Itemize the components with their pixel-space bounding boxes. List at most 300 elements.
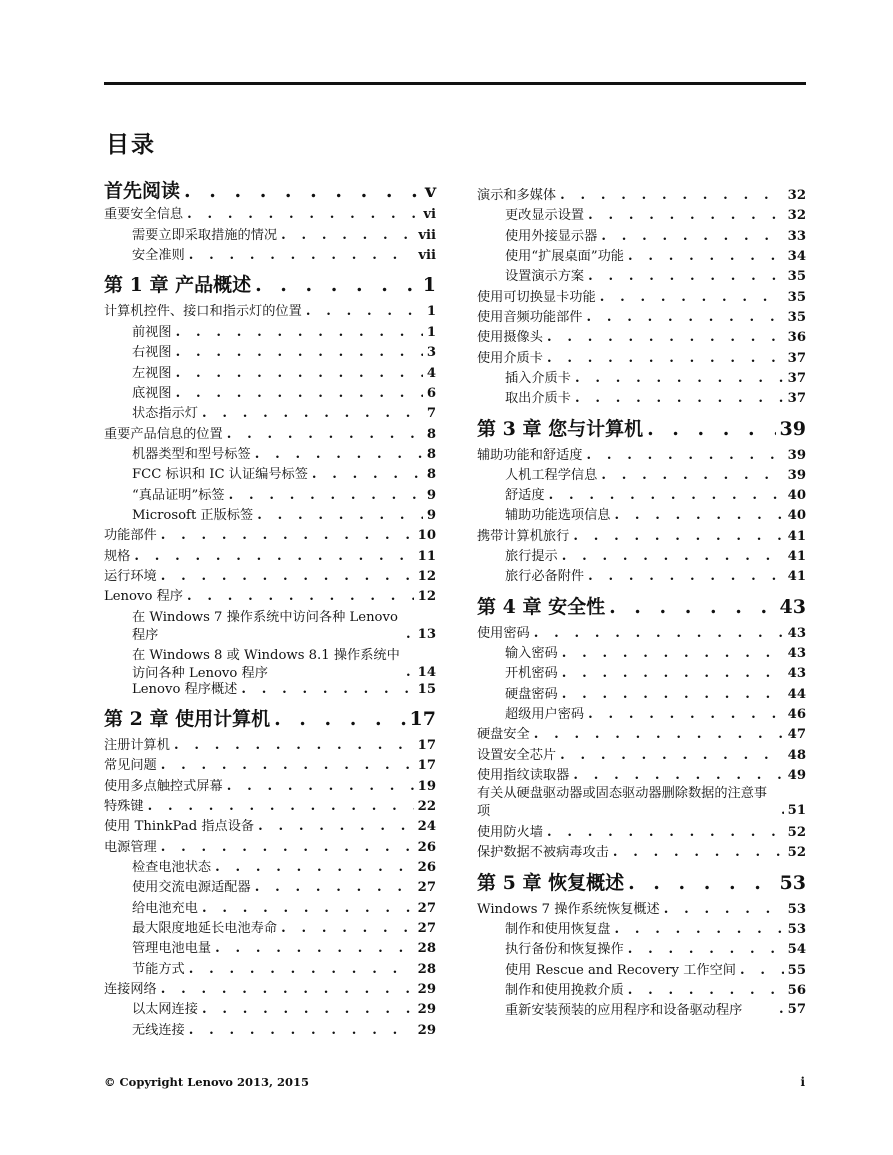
dot-leader <box>306 302 423 322</box>
toc-entry-title: 使用介质卡 <box>477 351 543 366</box>
toc-chapter-entry[interactable] <box>104 272 436 298</box>
page-title: 目录 <box>106 131 156 158</box>
dot-leader <box>573 527 783 547</box>
toc-entry-title: 底视图 <box>132 386 172 401</box>
toc-entry-page: 53 <box>779 872 806 894</box>
dot-leader <box>229 486 423 506</box>
toc-entry-page: 53 <box>787 902 806 917</box>
toc-entry-page: 40 <box>787 488 806 503</box>
toc-entry-title: 使用 Rescue and Recovery 工作空间 <box>505 963 736 978</box>
dot-leader <box>215 858 414 878</box>
toc-entry-title: Windows 7 操作系统恢复概述 <box>477 902 660 917</box>
dot-leader <box>562 547 784 567</box>
toc-entry[interactable] <box>477 328 806 348</box>
toc-entry[interactable] <box>477 685 806 705</box>
dot-leader <box>189 1021 414 1041</box>
dot-leader <box>779 1000 784 1020</box>
dot-leader <box>281 919 414 939</box>
toc-entry[interactable] <box>477 920 806 940</box>
toc-entry-title: 设置演示方案 <box>505 269 585 284</box>
toc-entry-page: 33 <box>787 229 806 244</box>
toc-entry-title: 使用“扩展桌面”功能 <box>505 249 624 264</box>
toc-entry-title: 演示和多媒体 <box>477 188 557 203</box>
dot-leader <box>534 624 784 644</box>
toc-entry-title: 超级用户密码 <box>505 707 585 722</box>
toc-entry-title: 检查电池状态 <box>132 860 212 875</box>
toc-entry[interactable] <box>104 858 436 878</box>
toc-entry-title: 第 3 章 您与计算机 <box>477 418 644 440</box>
toc-entry-page: 35 <box>787 269 806 284</box>
toc-entry-title: 第 2 章 使用计算机 <box>104 708 271 730</box>
toc-entry-title: 使用 ThinkPad 指点设备 <box>104 819 255 834</box>
toc-entry-title: 制作和使用恢复盘 <box>505 922 611 937</box>
dot-leader <box>187 587 414 607</box>
dot-leader <box>187 205 419 225</box>
toc-entry[interactable] <box>104 899 436 919</box>
toc-entry-title: 使用外接显示器 <box>505 229 598 244</box>
toc-entry-page: 19 <box>417 779 436 794</box>
toc-entry[interactable] <box>104 302 436 322</box>
toc-entry-page: 12 <box>417 569 436 584</box>
dot-leader <box>628 247 784 267</box>
toc-entry-title: 硬盘密码 <box>505 687 558 702</box>
toc-chapter-entry[interactable] <box>477 870 806 896</box>
toc-entry-page: 56 <box>787 983 806 998</box>
toc-entry[interactable] <box>477 446 806 466</box>
toc-entry-title: “真品证明”标签 <box>132 488 225 503</box>
toc-entry-page: 35 <box>787 310 806 325</box>
toc-entry-title: Lenovo 程序 <box>104 589 183 604</box>
toc-entry[interactable] <box>477 1000 806 1020</box>
toc-entry-page: 1 <box>426 304 436 319</box>
toc-entry-page: 14 <box>417 665 436 680</box>
toc-entry-title: 携带计算机旅行 <box>477 529 570 544</box>
toc-entry-page: 37 <box>787 371 806 386</box>
dot-leader <box>148 797 414 817</box>
dot-leader <box>274 706 405 732</box>
dot-leader <box>628 940 784 960</box>
dot-leader <box>161 838 414 858</box>
toc-entry-title: 使用摄像头 <box>477 330 543 345</box>
toc-entry-title: 需要立即采取措施的情况 <box>132 228 278 243</box>
dot-leader <box>241 680 413 700</box>
dot-leader <box>628 981 784 1001</box>
dot-leader <box>647 416 775 442</box>
dot-leader <box>562 664 784 684</box>
toc-entry[interactable] <box>477 527 806 547</box>
toc-entry-title: 制作和使用挽救介质 <box>505 983 624 998</box>
toc-entry[interactable] <box>104 647 436 683</box>
dot-leader <box>312 465 423 485</box>
toc-entry-page: 32 <box>787 188 806 203</box>
toc-entry[interactable] <box>104 343 436 363</box>
dot-leader <box>601 466 783 486</box>
toc-entry-page: 17 <box>417 758 436 773</box>
toc-entry[interactable] <box>477 823 806 843</box>
toc-entry[interactable] <box>477 567 806 587</box>
dot-leader <box>134 547 413 567</box>
toc-entry[interactable] <box>104 878 436 898</box>
toc-entry-page: 47 <box>787 727 806 742</box>
toc-entry-page: 35 <box>787 290 806 305</box>
dot-leader <box>781 801 784 821</box>
toc-entry-page: 9 <box>426 508 436 523</box>
toc-entry[interactable] <box>477 725 806 745</box>
toc-entry-title: 常见问题 <box>104 758 157 773</box>
dot-leader <box>202 899 414 919</box>
dot-leader <box>258 817 414 837</box>
toc-entry-page: 43 <box>779 596 806 618</box>
dot-leader <box>202 404 423 424</box>
toc-entry-title: 节能方式 <box>132 962 185 977</box>
toc-entry[interactable] <box>477 288 806 308</box>
toc-entry[interactable] <box>104 756 436 776</box>
toc-entry-page: 29 <box>417 1023 436 1038</box>
dot-leader <box>588 267 784 287</box>
toc-entry-page: 26 <box>417 840 436 855</box>
toc-entry-title: 使用指纹读取器 <box>477 768 570 783</box>
toc-entry[interactable] <box>104 526 436 546</box>
toc-entry-page: 8 <box>426 467 436 482</box>
toc-entry[interactable] <box>104 246 436 266</box>
toc-entry-page: 29 <box>417 982 436 997</box>
dot-leader <box>740 961 784 981</box>
dot-leader <box>547 349 784 369</box>
dot-leader <box>255 272 419 298</box>
dot-leader <box>255 878 414 898</box>
dot-leader <box>587 308 784 328</box>
toc-entry[interactable] <box>477 308 806 328</box>
toc-chapter-entry[interactable] <box>477 416 806 442</box>
toc-entry-page: 54 <box>787 942 806 957</box>
toc-entry-page: 3 <box>426 345 436 360</box>
dot-leader <box>615 920 784 940</box>
toc-entry-title: FCC 标识和 IC 认证编号标签 <box>132 467 308 482</box>
dot-leader <box>176 364 423 384</box>
toc-entry[interactable] <box>477 746 806 766</box>
toc-entry-title: 旅行提示 <box>505 549 558 564</box>
toc-entry[interactable] <box>477 227 806 247</box>
toc-entry-title: 辅助功能选项信息 <box>505 508 611 523</box>
toc-entry-title: 电源管理 <box>104 840 157 855</box>
toc-entry[interactable] <box>477 247 806 267</box>
toc-entry[interactable] <box>477 981 806 1001</box>
toc-entry[interactable] <box>104 226 436 246</box>
toc-entry-page: 8 <box>426 447 436 462</box>
toc-entry-page: 7 <box>426 406 436 421</box>
toc-entry-title: 给电池充电 <box>132 901 198 916</box>
toc-entry-page: 4 <box>426 366 436 381</box>
toc-entry[interactable] <box>104 404 436 424</box>
toc-entry[interactable] <box>477 843 806 863</box>
toc-entry-title: 无线连接 <box>132 1023 185 1038</box>
toc-entry[interactable] <box>104 567 436 587</box>
toc-chapter-entry[interactable] <box>104 178 436 204</box>
toc-entry-page: 48 <box>787 748 806 763</box>
toc-entry[interactable] <box>477 664 806 684</box>
toc-entry[interactable] <box>104 587 436 607</box>
dot-leader <box>176 323 423 343</box>
toc-entry-page: 57 <box>787 1002 806 1017</box>
toc-entry[interactable] <box>104 939 436 959</box>
toc-entry-title: 在 Windows 8 或 Windows 8.1 操作系统中访问各种 Lenovo 程序 <box>132 648 400 681</box>
toc-entry-title: 规格 <box>104 549 131 564</box>
toc-entry-page: vii <box>418 228 436 243</box>
toc-entry[interactable] <box>104 465 436 485</box>
dot-leader <box>189 960 414 980</box>
toc-entry-title: 计算机控件、接口和指示灯的位置 <box>104 304 302 319</box>
toc-entry-page: 49 <box>787 768 806 783</box>
toc-entry-page: 41 <box>787 529 806 544</box>
toc-entry[interactable] <box>477 766 806 786</box>
dot-leader <box>176 384 423 404</box>
toc-chapter-entry[interactable] <box>477 594 806 620</box>
dot-leader <box>560 746 784 766</box>
toc-entry[interactable] <box>477 705 806 725</box>
toc-entry[interactable] <box>104 736 436 756</box>
dot-leader <box>161 980 414 1000</box>
dot-leader <box>184 178 421 204</box>
dot-leader <box>588 705 784 725</box>
toc-entry-page: 40 <box>787 508 806 523</box>
toc-entry[interactable] <box>477 785 806 821</box>
toc-entry-page: 22 <box>417 799 436 814</box>
toc-entry-page: 12 <box>417 589 436 604</box>
toc-entry-title: 使用音频功能部件 <box>477 310 583 325</box>
toc-entry-title: 人机工程学信息 <box>505 468 598 483</box>
toc-entry-page: 53 <box>787 922 806 937</box>
dot-leader <box>534 725 784 745</box>
toc-entry-page: 29 <box>417 1002 436 1017</box>
toc-entry-title: 第 5 章 恢复概述 <box>477 872 625 894</box>
copyright-footer: © Copyright Lenovo 2013, 2015 <box>104 1075 310 1089</box>
toc-entry-page: 8 <box>426 427 436 442</box>
toc-entry[interactable] <box>104 384 436 404</box>
toc-entry-page: 36 <box>787 330 806 345</box>
toc-entry-title: 重要产品信息的位置 <box>104 427 223 442</box>
dot-leader <box>600 288 784 308</box>
toc-entry[interactable] <box>477 206 806 226</box>
toc-entry[interactable] <box>104 323 436 343</box>
dot-leader <box>613 843 784 863</box>
page-number: i <box>800 1075 805 1089</box>
toc-entry[interactable] <box>477 961 806 981</box>
toc-entry[interactable] <box>104 680 436 700</box>
toc-entry-title: 开机密码 <box>505 666 558 681</box>
toc-entry-page: 39 <box>787 448 806 463</box>
toc-entry-title: 左视图 <box>132 366 172 381</box>
toc-entry-page: 52 <box>787 845 806 860</box>
toc-entry-page: 17 <box>409 708 436 730</box>
toc-entry[interactable] <box>104 506 436 526</box>
toc-entry-page: 17 <box>417 738 436 753</box>
dot-leader <box>562 685 784 705</box>
toc-entry-title: 辅助功能和舒适度 <box>477 448 583 463</box>
toc-entry-title: 取出介质卡 <box>505 391 571 406</box>
toc-entry-title: 旅行必备附件 <box>505 569 585 584</box>
toc-entry-title: 重要安全信息 <box>104 207 184 222</box>
toc-entry-title: 连接网络 <box>104 982 157 997</box>
toc-entry-title: 执行备份和恢复操作 <box>505 942 624 957</box>
toc-entry-title: 使用密码 <box>477 626 530 641</box>
toc-entry-page: 41 <box>787 569 806 584</box>
toc-entry[interactable] <box>477 624 806 644</box>
toc-entry-page: 27 <box>417 880 436 895</box>
toc-entry-title: 输入密码 <box>505 646 558 661</box>
dot-leader <box>227 425 423 445</box>
toc-entry[interactable] <box>477 186 806 206</box>
toc-entry-page: 39 <box>787 468 806 483</box>
dot-leader <box>406 625 414 645</box>
toc-entry[interactable] <box>104 817 436 837</box>
toc-entry-title: 管理电池电量 <box>132 941 212 956</box>
toc-chapter-entry[interactable] <box>104 706 436 732</box>
toc-entry-page: 44 <box>787 687 806 702</box>
toc-entry-title: 注册计算机 <box>104 738 170 753</box>
toc-entry-title: 以太网连接 <box>132 1002 198 1017</box>
dot-leader <box>176 343 423 363</box>
toc-entry[interactable] <box>104 960 436 980</box>
toc-entry-title: 使用多点触控式屏幕 <box>104 779 223 794</box>
toc-entry-page: 9 <box>426 488 436 503</box>
toc-entry-page: 46 <box>787 707 806 722</box>
toc-entry-title: 使用可切换显卡功能 <box>477 290 596 305</box>
toc-entry-title: 状态指示灯 <box>132 406 198 421</box>
toc-entry-page: 24 <box>417 819 436 834</box>
toc-entry-page: 55 <box>787 963 806 978</box>
dot-leader <box>227 777 414 797</box>
toc-entry[interactable] <box>477 389 806 409</box>
toc-entry-page: 52 <box>787 825 806 840</box>
toc-entry[interactable] <box>477 466 806 486</box>
toc-entry[interactable] <box>104 364 436 384</box>
toc-entry-page: 39 <box>779 418 806 440</box>
dot-leader <box>215 939 414 959</box>
dot-leader <box>161 756 414 776</box>
toc-entry[interactable] <box>477 940 806 960</box>
toc-entry-title: 右视图 <box>132 345 172 360</box>
toc-entry-page: vii <box>418 248 436 263</box>
dot-leader <box>174 736 414 756</box>
dot-leader <box>281 226 414 246</box>
toc-entry-title: 插入介质卡 <box>505 371 571 386</box>
toc-entry-page: 51 <box>787 803 806 818</box>
toc-entry-title: 安全准则 <box>132 248 185 263</box>
toc-entry[interactable] <box>477 369 806 389</box>
dot-leader <box>573 766 783 786</box>
dot-leader <box>161 526 414 546</box>
toc-entry-page: 11 <box>417 549 436 564</box>
toc-entry-title: 保护数据不被病毒攻击 <box>477 845 609 860</box>
toc-entry-title: 机器类型和型号标签 <box>132 447 251 462</box>
dot-leader <box>202 1000 414 1020</box>
toc-entry[interactable] <box>477 547 806 567</box>
toc-entry-page: 26 <box>417 860 436 875</box>
dot-leader <box>664 900 784 920</box>
toc-entry-title: 前视图 <box>132 325 172 340</box>
toc-entry-title: 有关从硬盘驱动器或固态驱动器删除数据的注意事项 <box>477 786 768 819</box>
toc-entry-title: Lenovo 程序概述 <box>132 682 238 697</box>
toc-entry-title: 设置安全芯片 <box>477 748 557 763</box>
toc-entry-page: 15 <box>417 682 436 697</box>
toc-entry-title: 首先阅读 <box>104 180 181 202</box>
toc-entry-title: 硬盘安全 <box>477 727 530 742</box>
toc-entry[interactable] <box>104 486 436 506</box>
toc-entry[interactable] <box>104 838 436 858</box>
toc-entry-page: 1 <box>422 274 436 296</box>
dot-leader <box>547 328 784 348</box>
dot-leader <box>255 445 423 465</box>
dot-leader <box>588 567 784 587</box>
toc-entry-title: 使用防火墙 <box>477 825 543 840</box>
dot-leader <box>549 486 784 506</box>
dot-leader <box>601 227 783 247</box>
toc-entry-title: 最大限度地延长电池寿命 <box>132 921 278 936</box>
toc-entry[interactable] <box>104 1021 436 1041</box>
dot-leader <box>257 506 423 526</box>
toc-entry-page: vi <box>423 207 436 222</box>
dot-leader <box>609 594 775 620</box>
toc-entry-title: 第 4 章 安全性 <box>477 596 606 618</box>
toc-entry-page: 28 <box>417 962 436 977</box>
toc-entry[interactable] <box>104 777 436 797</box>
toc-entry[interactable] <box>104 609 436 645</box>
toc-entry-page: 32 <box>787 208 806 223</box>
dot-leader <box>562 644 784 664</box>
toc-entry[interactable] <box>477 900 806 920</box>
toc-entry-title: 第 1 章 产品概述 <box>104 274 252 296</box>
toc-entry[interactable] <box>104 205 436 225</box>
toc-entry-page: 43 <box>787 646 806 661</box>
dot-leader <box>628 870 775 896</box>
toc-entry[interactable] <box>104 1000 436 1020</box>
toc-entry-page: 41 <box>787 549 806 564</box>
toc-entry-title: 运行环境 <box>104 569 157 584</box>
toc-entry-page: 43 <box>787 626 806 641</box>
dot-leader <box>615 506 784 526</box>
toc-entry-title: 舒适度 <box>505 488 545 503</box>
toc-entry-page: 6 <box>426 386 436 401</box>
toc-entry[interactable] <box>104 425 436 445</box>
toc-entry[interactable] <box>104 797 436 817</box>
toc-entry-page: 37 <box>787 391 806 406</box>
toc-entry-page: 28 <box>417 941 436 956</box>
dot-leader <box>161 567 414 587</box>
toc-entry[interactable] <box>477 506 806 526</box>
toc-entry-title: Microsoft 正版标签 <box>132 508 254 523</box>
dot-leader <box>575 389 784 409</box>
toc-entry[interactable] <box>477 349 806 369</box>
dot-leader <box>588 206 784 226</box>
toc-entry[interactable] <box>477 267 806 287</box>
toc-entry-title: 更改显示设置 <box>505 208 585 223</box>
dot-leader <box>575 369 784 389</box>
toc-entry[interactable] <box>104 980 436 1000</box>
toc-entry[interactable] <box>104 919 436 939</box>
toc-entry-title: 在 Windows 7 操作系统中访问各种 Lenovo 程序 <box>132 610 398 643</box>
toc-entry-page: 1 <box>426 325 436 340</box>
toc-entry-page: 37 <box>787 351 806 366</box>
toc-entry[interactable] <box>104 445 436 465</box>
toc-entry-page: 27 <box>417 921 436 936</box>
dot-leader <box>547 823 784 843</box>
toc-entry[interactable] <box>104 547 436 567</box>
toc-entry[interactable] <box>477 486 806 506</box>
toc-entry-page: 10 <box>417 528 436 543</box>
toc-entry[interactable] <box>477 644 806 664</box>
toc-entry-page: 13 <box>417 627 436 642</box>
toc-entry-page: 43 <box>787 666 806 681</box>
